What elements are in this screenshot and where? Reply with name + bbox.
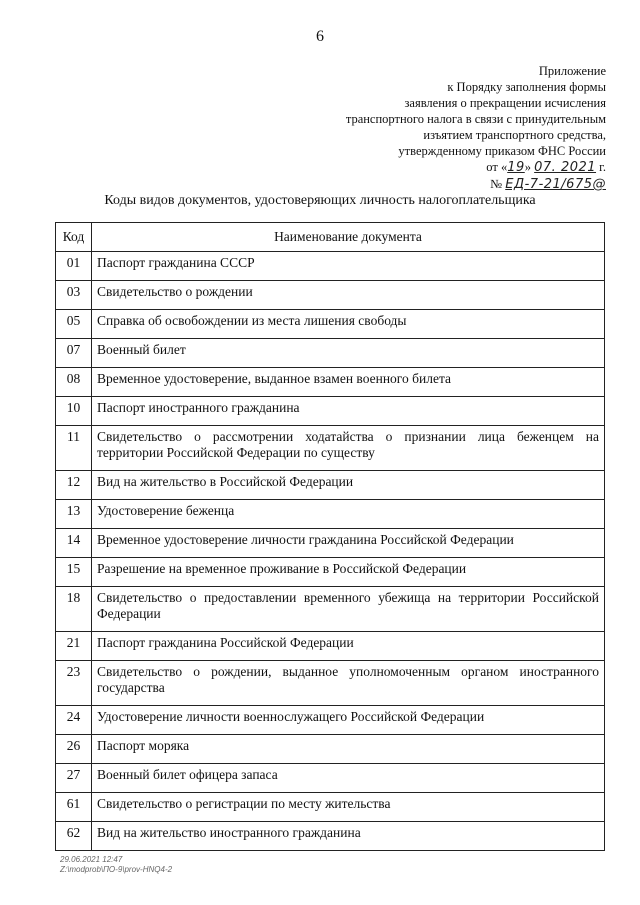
row-name: Свидетельство о рассмотрении ходатайства о признании лица беженцем на территории Российской Федерации по существу	[92, 426, 605, 471]
table-row	[56, 426, 605, 471]
row-code: 03	[56, 281, 92, 310]
number-prefix: №	[490, 177, 503, 191]
row-code: 26	[56, 735, 92, 764]
row-name: Паспорт гражданина Российской Федерации	[92, 632, 605, 661]
date-prefix: от «	[486, 160, 508, 174]
row-code: 10	[56, 397, 92, 426]
row-name: Удостоверение беженца	[92, 500, 605, 529]
date-suffix: г.	[599, 160, 606, 174]
row-code: 14	[56, 529, 92, 558]
date-month-year: 07. 2021	[534, 160, 597, 175]
row-name: Разрешение на временное проживание в Российской Федерации	[92, 558, 605, 587]
table-row	[56, 735, 605, 764]
order-number	[346, 176, 606, 193]
date-mid: »	[524, 160, 532, 174]
row-code: 62	[56, 822, 92, 851]
row-name: Паспорт гражданина СССР	[92, 252, 605, 281]
row-code: 05	[56, 310, 92, 339]
row-code: 24	[56, 706, 92, 735]
table-row	[56, 252, 605, 281]
table-row	[56, 529, 605, 558]
row-code: 07	[56, 339, 92, 368]
row-name: Справка об освобождении из места лишения свободы	[92, 310, 605, 339]
appendix-line: к Порядку заполнения формы	[447, 80, 606, 94]
table-row	[56, 706, 605, 735]
table-row	[56, 822, 605, 851]
table-row	[56, 281, 605, 310]
row-code: 08	[56, 368, 92, 397]
row-code: 18	[56, 587, 92, 632]
row-code: 01	[56, 252, 92, 281]
row-code: 21	[56, 632, 92, 661]
header-name: Наименование документа	[92, 223, 605, 252]
footer-timestamp: 29.06.2021 12:47	[60, 855, 123, 864]
appendix-line: заявления о прекращении исчисления	[404, 96, 606, 110]
row-name: Свидетельство о рождении, выданное уполномоченным органом иностранного государства	[92, 661, 605, 706]
row-name: Временное удостоверение личности гражданина Российской Федерации	[92, 529, 605, 558]
row-name: Удостоверение личности военнослужащего Российской Федерации	[92, 706, 605, 735]
appendix-block	[346, 63, 606, 193]
table-row	[56, 632, 605, 661]
table-row	[56, 310, 605, 339]
table-row	[56, 368, 605, 397]
date-day: 19	[507, 160, 525, 175]
print-footer	[60, 855, 172, 875]
row-code: 27	[56, 764, 92, 793]
table-row	[56, 661, 605, 706]
table-row	[56, 764, 605, 793]
appendix-line: утвержденному приказом ФНС России	[398, 144, 606, 158]
row-name: Вид на жительство иностранного гражданина	[92, 822, 605, 851]
row-code: 23	[56, 661, 92, 706]
row-code: 61	[56, 793, 92, 822]
row-name: Паспорт иностранного гражданина	[92, 397, 605, 426]
table-row	[56, 587, 605, 632]
footer-path: Z:\modprob\ПО-9\prov-HNQ4-2	[60, 865, 173, 874]
page-number: 6	[316, 28, 324, 45]
row-code: 15	[56, 558, 92, 587]
table-row	[56, 500, 605, 529]
appendix-line: транспортного налога в связи с принудительным	[345, 112, 606, 126]
table-row	[56, 471, 605, 500]
table-row	[56, 793, 605, 822]
table-row	[56, 339, 605, 368]
row-name: Военный билет	[92, 339, 605, 368]
row-name: Военный билет офицера запаса	[92, 764, 605, 793]
row-name: Свидетельство о регистрации по месту жительства	[92, 793, 605, 822]
table-row	[56, 397, 605, 426]
row-code: 11	[56, 426, 92, 471]
row-code: 13	[56, 500, 92, 529]
row-name: Паспорт моряка	[92, 735, 605, 764]
row-name: Вид на жительство в Российской Федерации	[92, 471, 605, 500]
table-header-row	[56, 223, 605, 252]
row-code: 12	[56, 471, 92, 500]
header-code: Код	[56, 223, 92, 252]
number-value: ЕД-7-21/675@	[505, 177, 606, 192]
row-name: Свидетельство о рождении	[92, 281, 605, 310]
table-row	[56, 558, 605, 587]
appendix-line: изъятием транспортного средства,	[423, 128, 606, 142]
row-name: Свидетельство о предоставлении временного убежища на территории Российской Федерации	[92, 587, 605, 632]
codes-table	[55, 222, 605, 851]
appendix-line: Приложение	[538, 64, 606, 78]
document-title: Коды видов документов, удостоверяющих личность налогоплательщика	[104, 193, 536, 208]
row-name: Временное удостоверение, выданное взамен военного билета	[92, 368, 605, 397]
order-date	[346, 159, 606, 176]
